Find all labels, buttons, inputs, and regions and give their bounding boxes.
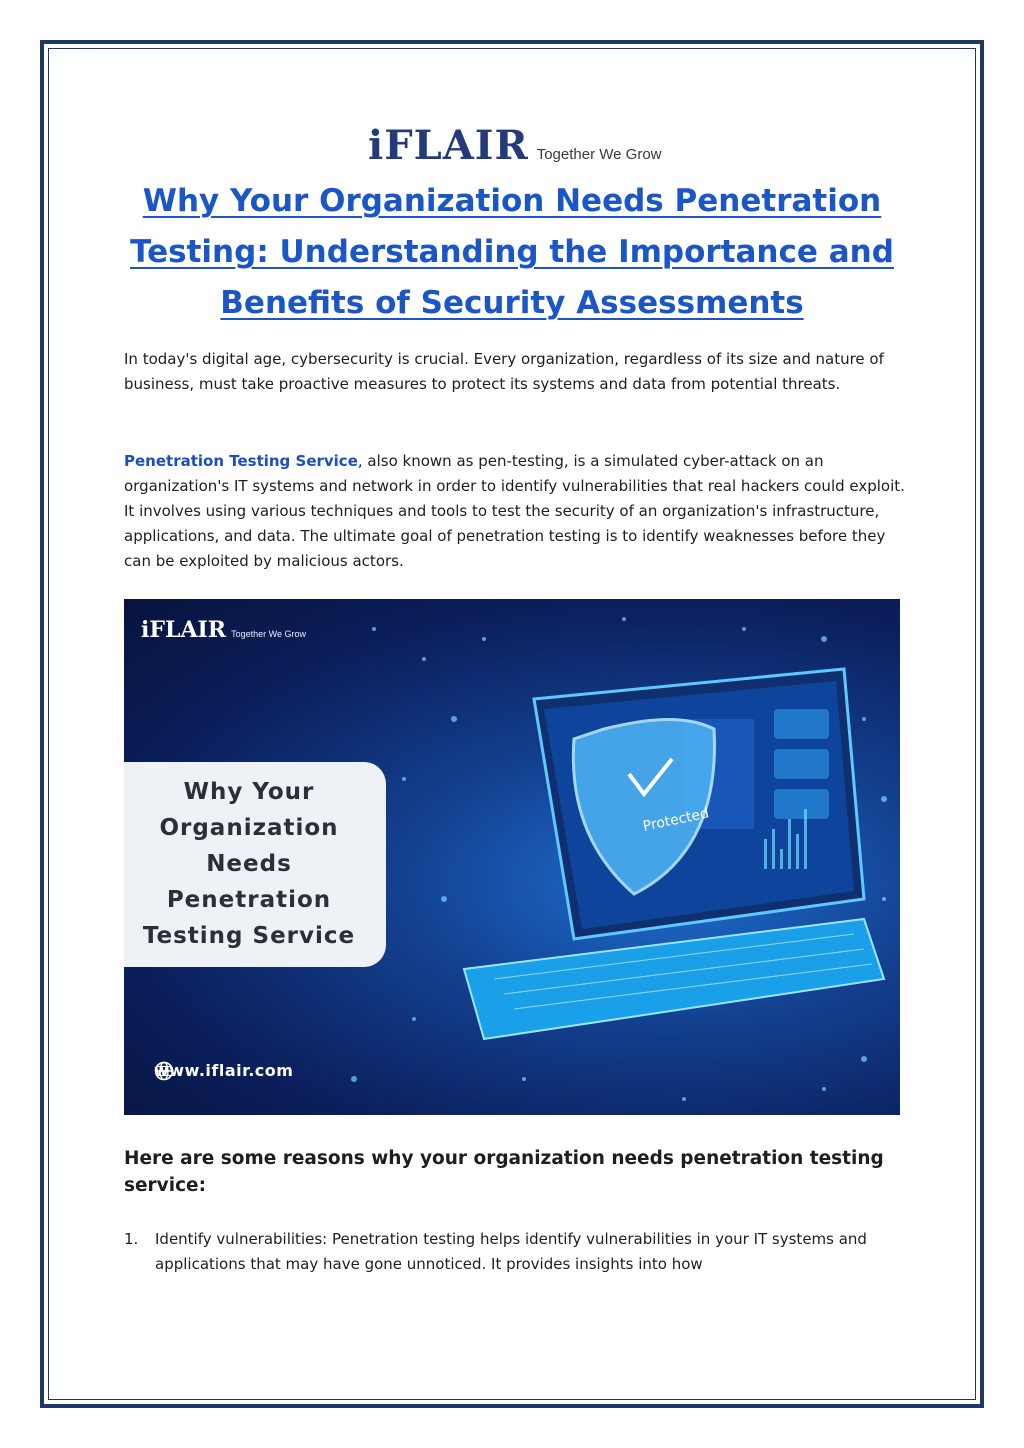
hero-website (154, 1061, 293, 1080)
hero-logo-wordmark: iFLAIR (141, 617, 227, 643)
logo-wordmark: iFLAIR (368, 122, 529, 169)
hero-logo (141, 619, 306, 641)
shield-label: Protected (641, 805, 711, 835)
penetration-testing-service-link[interactable]: Penetration Testing Service (124, 452, 358, 470)
brand-logo (368, 118, 662, 169)
hero-title-card (124, 762, 386, 967)
list-item-text: Identify vulnerabilities: Penetration testing helps identify vulnerabilities in your IT systems and applications that may have gone unnoticed. It provides insights into how (155, 1230, 867, 1273)
list-item-number: 1. (124, 1230, 139, 1248)
reasons-heading: Here are some reasons why your organization needs penetration testing service: (124, 1148, 884, 1196)
list-item (124, 1227, 914, 1277)
service-paragraph (124, 449, 914, 574)
intro-paragraph: In today's digital age, cybersecurity is crucial. Every organization, regardless of its size and nature of business, must take proactive measures to protect its systems and data from potential threats. (124, 350, 884, 393)
hero-url-text: www.iflair.com (154, 1061, 294, 1080)
hero-image (124, 599, 900, 1115)
article-title: Why Your Organization Needs Penetration Testing: Understanding the Importance and Benefits of Security Assessments (130, 183, 894, 321)
service-description: , also known as pen-testing, is a simulated cyber-attack on an organization's IT systems and network in order to identify vulnerabilities that real hackers could exploit. It involves using various techniques and tools to test the security of an organization's infrastructure, applications, and data. The ultimate goal of penetration testing is to identify weaknesses before they can be exploited by malicious actors. (124, 452, 905, 570)
logo-tagline: Together We Grow (536, 146, 662, 163)
hero-logo-tagline: Together We Grow (231, 629, 306, 639)
hero-card-text: Why Your Organization Needs Penetration Testing Service (142, 779, 356, 949)
globe-icon (154, 1061, 174, 1081)
reasons-list (124, 1227, 914, 1277)
